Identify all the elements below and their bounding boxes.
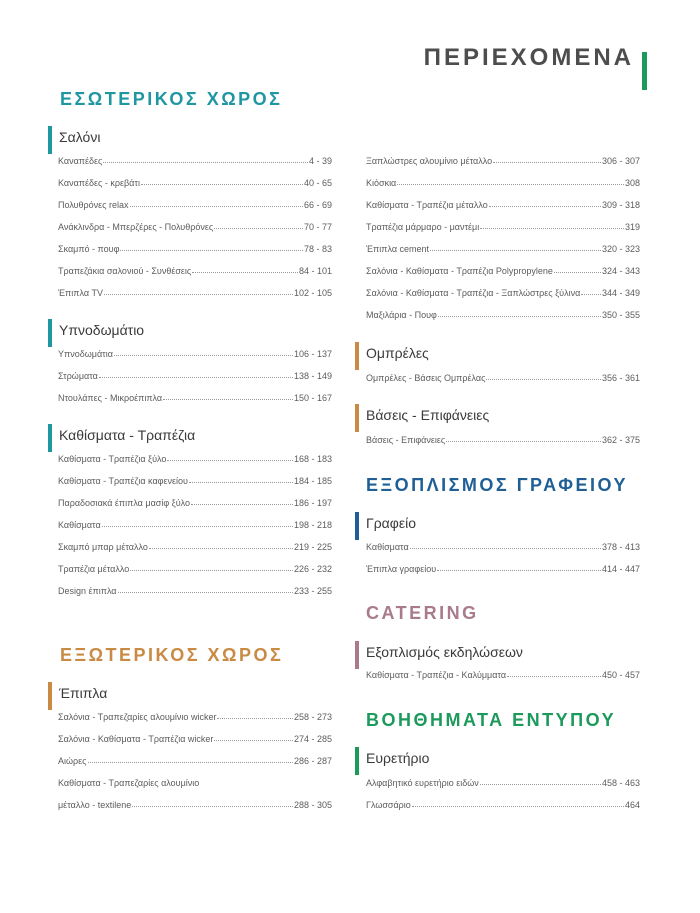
toc-entry-pages: 66 - 69: [303, 200, 332, 210]
toc-entry: [58, 450, 332, 464]
category-accent-bar: [48, 424, 52, 452]
toc-entry-pages: 274 - 285: [293, 734, 332, 744]
toc-leader-dots: [214, 228, 303, 229]
toc-entry-label: Παραδοσιακά έπιπλα μασίφ ξύλο: [58, 498, 190, 508]
toc-leader-dots: [118, 592, 293, 593]
toc-leader-dots: [480, 784, 601, 785]
toc-entry-pages: 70 - 77: [303, 222, 332, 232]
toc-entry-pages: 226 - 232: [293, 564, 332, 574]
category-ekdiloseis: [366, 644, 523, 660]
toc-entry-pages: 450 - 457: [601, 670, 640, 680]
toc-entry-pages: 233 - 255: [293, 586, 332, 596]
toc-leader-dots: [163, 399, 293, 400]
category-vaseis: [366, 407, 489, 423]
category-saloni: [59, 129, 100, 145]
toc-entry-pages: 102 - 105: [293, 288, 332, 298]
toc-leader-dots: [114, 355, 293, 356]
toc-entry-label: Καθίσματα: [366, 542, 409, 552]
category-label: Καθίσματα - Τραπέζια: [59, 427, 196, 443]
toc-leader-dots: [104, 294, 293, 295]
toc-entry-pages: 362 - 375: [601, 435, 640, 445]
toc-leader-dots: [581, 294, 601, 295]
toc-leader-dots: [103, 162, 308, 163]
toc-entry: [58, 152, 332, 166]
toc-leader-dots: [130, 570, 293, 571]
category-ypnodomatio: [59, 322, 144, 338]
toc-entry-label: Ξαπλώστρες αλουμίνιο μέταλλο: [366, 156, 493, 166]
toc-entry-pages: 324 - 343: [601, 266, 640, 276]
toc-entry: [58, 774, 332, 788]
toc-leader-dots: [410, 548, 601, 549]
toc-entry-label: Τραπέζια μέταλλο: [58, 564, 130, 574]
toc-leader-dots: [217, 718, 293, 719]
toc-entry-label: Γλωσσάριο: [366, 800, 411, 810]
toc-entry: [58, 367, 332, 381]
category-epipla: [59, 685, 107, 701]
toc-entry-label: Καθίσματα - Τραπεζαρίες αλουμίνιο: [58, 778, 200, 788]
category-label: Σαλόνι: [59, 129, 101, 145]
section-heading-interior: ΕΣΩΤΕΡΙΚΟΣ ΧΩΡΟΣ: [60, 89, 283, 109]
category-label: Βάσεις - Επιφάνειες: [366, 407, 490, 423]
page-title: ΠΕΡΙΕΧΟΜΕΝΑ: [423, 44, 634, 71]
toc-leader-dots: [554, 272, 601, 273]
toc-leader-dots: [132, 806, 293, 807]
section-heading-aids: ΒΟΗΘΗΜΑΤΑ ΕΝΤΥΠΟΥ: [366, 710, 617, 730]
toc-entry: [366, 262, 640, 276]
category-accent-bar: [355, 404, 359, 432]
category-label: Έπιπλα: [59, 685, 108, 701]
toc-leader-dots: [141, 184, 303, 185]
toc-entry-pages: 350 - 355: [601, 310, 640, 320]
toc-entry: [366, 152, 640, 166]
toc-entry-label: Ντουλάπες - Μικροέπιπλα: [58, 393, 163, 403]
toc-entry-label: Design έπιπλα: [58, 586, 117, 596]
toc-leader-dots: [88, 762, 293, 763]
toc-entry-label: Ανάκλινδρα - Μπερζέρες - Πολυθρόνες: [58, 222, 214, 232]
category-label: Ευρετήριο: [366, 750, 430, 766]
section-heading-catering: CATERING: [366, 603, 479, 623]
category-omprelles: [366, 345, 429, 361]
toc-entry-label: Καναπέδες - κρεβάτι: [58, 178, 140, 188]
toc-entry-pages: 378 - 413: [601, 542, 640, 552]
toc-entry-label: Σαλόνια - Καθίσματα - Τραπέζια Polypropylene: [366, 266, 553, 276]
toc-entry-pages: 168 - 183: [293, 454, 332, 464]
toc-entry-pages: 320 - 323: [601, 244, 640, 254]
toc-entry-pages: 288 - 305: [293, 800, 332, 810]
section-heading-office: ΕΞΟΠΛΙΣΜΟΣ ΓΡΑΦΕΙΟΥ: [366, 475, 628, 495]
toc-entry-label: Καθίσματα - Τραπέζια - Καλύμματα: [366, 670, 507, 680]
toc-leader-dots: [397, 184, 624, 185]
toc-entry: [58, 796, 332, 810]
toc-entry: [58, 284, 332, 298]
toc-entry-label: Έπιπλα TV: [58, 288, 104, 298]
toc-entry-label: Σκαμπό μπαρ μέταλλο: [58, 542, 148, 552]
toc-entry-pages: 286 - 287: [293, 756, 332, 766]
toc-entry: [58, 516, 332, 530]
toc-entry: [58, 752, 332, 766]
category-label: Ομπρέλες: [366, 345, 429, 361]
title-accent-bar: [642, 52, 647, 90]
category-grafeio: [366, 515, 416, 531]
category-accent-bar: [48, 126, 52, 154]
toc-entry-label: Στρώματα: [58, 371, 98, 381]
toc-entry-pages: 150 - 167: [293, 393, 332, 403]
toc-leader-dots: [214, 740, 293, 741]
toc-entry-pages: 309 - 318: [601, 200, 640, 210]
toc-leader-dots: [430, 250, 601, 251]
category-eyretirio: [366, 750, 429, 766]
toc-entry: [58, 494, 332, 508]
toc-entry-label: Καθίσματα - Τραπέζια μέταλλο: [366, 200, 488, 210]
category-kathismata: [59, 427, 195, 443]
toc-entry-pages: 344 - 349: [601, 288, 640, 298]
toc-entry-pages: 414 - 447: [601, 564, 640, 574]
toc-leader-dots: [480, 228, 624, 229]
toc-entry-label: Σαλόνια - Καθίσματα - Τραπέζια wicker: [58, 734, 214, 744]
toc-entry-label: Ομπρέλες - Βάσεις Ομπρέλας: [366, 373, 486, 383]
toc-leader-dots: [102, 526, 293, 527]
category-accent-bar: [48, 319, 52, 347]
toc-entry-label: Καθίσματα: [58, 520, 101, 530]
toc-entry: [366, 369, 640, 383]
category-label: Εξοπλισμός εκδηλώσεων: [366, 644, 523, 660]
toc-entry-label: Πολυθρόνες relax: [58, 200, 129, 210]
toc-entry: [58, 174, 332, 188]
toc-entry: [58, 730, 332, 744]
toc-entry: [366, 284, 640, 298]
toc-entry-pages: 219 - 225: [293, 542, 332, 552]
toc-entry-label: Έπιπλα γραφείου: [366, 564, 437, 574]
toc-entry: [366, 196, 640, 210]
toc-entry-pages: 184 - 185: [293, 476, 332, 486]
toc-entry: [366, 174, 640, 188]
toc-leader-dots: [130, 206, 303, 207]
toc-entry-pages: 306 - 307: [601, 156, 640, 166]
toc-leader-dots: [438, 316, 601, 317]
category-accent-bar: [355, 342, 359, 370]
toc-entry-pages: 458 - 463: [601, 778, 640, 788]
toc-entry-label: Τραπεζάκια σαλονιού - Συνθέσεις: [58, 266, 192, 276]
toc-entry: [58, 708, 332, 722]
toc-entry: [366, 796, 640, 810]
toc-leader-dots: [486, 379, 601, 380]
category-label: Γραφείο: [366, 515, 416, 531]
toc-leader-dots: [489, 206, 601, 207]
toc-entry-label: Μαξιλάρια - Πουφ: [366, 310, 437, 320]
toc-entry-pages: 78 - 83: [303, 244, 332, 254]
toc-entry-pages: 319: [624, 222, 640, 232]
toc-leader-dots: [149, 548, 293, 549]
toc-leader-dots: [99, 377, 293, 378]
toc-entry-pages: 84 - 101: [298, 266, 332, 276]
toc-leader-dots: [167, 460, 293, 461]
toc-entry-label: μέταλλο - textilene: [58, 800, 132, 810]
toc-entry-label: Αιώρες: [58, 756, 87, 766]
toc-entry: [366, 666, 640, 680]
toc-leader-dots: [189, 482, 293, 483]
toc-entry-label: Έπιπλα cement: [366, 244, 430, 254]
toc-entry-pages: 308: [624, 178, 640, 188]
toc-entry-pages: 258 - 273: [293, 712, 332, 722]
toc-entry-pages: 40 - 65: [303, 178, 332, 188]
toc-leader-dots: [493, 162, 601, 163]
toc-entry: [366, 560, 640, 574]
toc-entry-label: Σαλόνια - Καθίσματα - Τραπέζια - Ξαπλώστρες ξύλινα: [366, 288, 581, 298]
category-accent-bar: [48, 682, 52, 710]
toc-entry-label: Καθίσματα - Τραπέζια ξύλο: [58, 454, 167, 464]
toc-leader-dots: [507, 676, 601, 677]
toc-entry-label: Καναπέδες: [58, 156, 103, 166]
toc-leader-dots: [412, 806, 624, 807]
toc-entry-pages: 106 - 137: [293, 349, 332, 359]
toc-entry: [366, 431, 640, 445]
toc-entry: [366, 538, 640, 552]
toc-entry-pages: 356 - 361: [601, 373, 640, 383]
section-heading-exterior: ΕΞΩΤΕΡΙΚΟΣ ΧΩΡΟΣ: [60, 645, 284, 665]
toc-entry-label: Αλφαβητικό ευρετήριο ειδών: [366, 778, 479, 788]
toc-entry-pages: 198 - 218: [293, 520, 332, 530]
category-label: Υπνοδωμάτιο: [59, 322, 145, 338]
toc-entry-label: Σαλόνια - Τραπεζαρίες αλουμίνιο wicker: [58, 712, 217, 722]
toc-leader-dots: [446, 441, 601, 442]
category-accent-bar: [355, 641, 359, 669]
toc-entry: [58, 560, 332, 574]
toc-entry-label: Κιόσκια: [366, 178, 397, 188]
toc-entry: [366, 218, 640, 232]
toc-entry-label: Τραπέζια μάρμαρο - μαντέμι: [366, 222, 480, 232]
toc-entry-label: Καθίσματα - Τραπέζια καφενείου: [58, 476, 188, 486]
toc-leader-dots: [191, 504, 293, 505]
toc-leader-dots: [437, 570, 601, 571]
toc-entry-label: Βάσεις - Επιφάνειες: [366, 435, 446, 445]
toc-entry: [366, 306, 640, 320]
toc-entry: [58, 345, 332, 359]
toc-entry: [366, 774, 640, 788]
toc-entry-pages: 4 - 39: [308, 156, 332, 166]
toc-entry-pages: 464: [624, 800, 640, 810]
toc-entry-pages: 138 - 149: [293, 371, 332, 381]
toc-entry: [58, 240, 332, 254]
toc-entry: [58, 582, 332, 596]
toc-entry-label: Υπνοδωμάτια: [58, 349, 113, 359]
toc-entry-label: Σκαμπό - πουφ: [58, 244, 120, 254]
toc-entry: [58, 196, 332, 210]
toc-entry: [58, 538, 332, 552]
toc-leader-dots: [192, 272, 298, 273]
toc-leader-dots: [120, 250, 303, 251]
category-accent-bar: [355, 512, 359, 540]
category-accent-bar: [355, 747, 359, 775]
toc-entry-pages: 186 - 197: [293, 498, 332, 508]
toc-entry: [366, 240, 640, 254]
toc-entry: [58, 389, 332, 403]
toc-entry: [58, 262, 332, 276]
toc-entry: [58, 218, 332, 232]
toc-entry: [58, 472, 332, 486]
